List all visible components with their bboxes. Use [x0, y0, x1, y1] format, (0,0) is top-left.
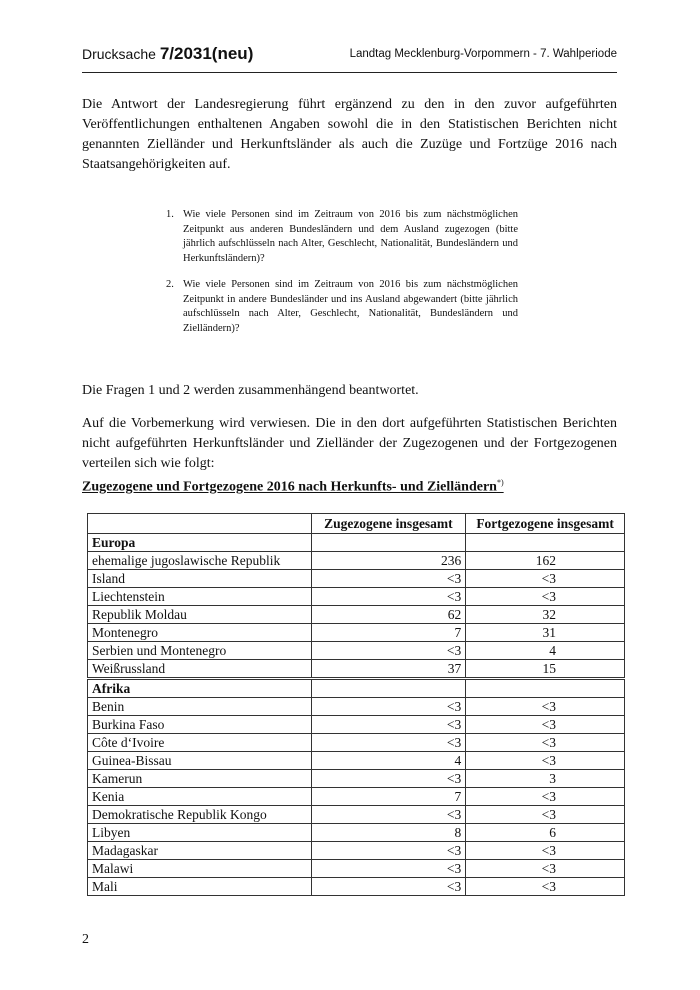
fortgezogene-cell: <3 — [466, 752, 625, 770]
country-cell: Serbien und Montenegro — [88, 642, 312, 660]
table-row — [88, 716, 625, 734]
table-row — [88, 660, 625, 679]
country-cell: Malawi — [88, 860, 312, 878]
answer-paragraph-1: Die Fragen 1 und 2 werden zusammenhängend beantwortet. — [82, 383, 419, 398]
zugezogene-cell: <3 — [311, 698, 466, 716]
fortgezogene-cell: <3 — [466, 842, 625, 860]
zugezogene-cell: 8 — [311, 824, 466, 842]
zugezogene-cell: <3 — [311, 806, 466, 824]
region-empty-cell — [311, 534, 466, 552]
table-body — [88, 534, 625, 896]
question-item — [166, 208, 518, 266]
country-cell: Kamerun — [88, 770, 312, 788]
migration-table — [87, 513, 625, 896]
table-row — [88, 698, 625, 716]
region-name: Europa — [88, 534, 312, 552]
zugezogene-cell: <3 — [311, 878, 466, 896]
page-number: 2 — [82, 932, 89, 947]
country-cell: Burkina Faso — [88, 716, 312, 734]
fortgezogene-cell: 32 — [466, 606, 625, 624]
question-list — [166, 208, 518, 348]
fortgezogene-cell: 4 — [466, 642, 625, 660]
country-cell: Benin — [88, 698, 312, 716]
country-cell: Weißrussland — [88, 660, 312, 679]
table-row — [88, 588, 625, 606]
country-cell: Guinea-Bissau — [88, 752, 312, 770]
fortgezogene-cell: 3 — [466, 770, 625, 788]
zugezogene-cell: <3 — [311, 734, 466, 752]
table-row — [88, 624, 625, 642]
country-cell: Côte d‘Ivoire — [88, 734, 312, 752]
table-row — [88, 734, 625, 752]
country-cell: Liechtenstein — [88, 588, 312, 606]
table-row — [88, 860, 625, 878]
page-header — [82, 44, 617, 73]
fortgezogene-cell: <3 — [466, 734, 625, 752]
fortgezogene-cell: <3 — [466, 806, 625, 824]
table-row — [88, 552, 625, 570]
zugezogene-cell: 37 — [311, 660, 466, 679]
zugezogene-cell: 7 — [311, 788, 466, 806]
table-row — [88, 842, 625, 860]
question-text: Wie viele Personen sind im Zeitraum von 2016 bis zum nächstmöglichen Zeitpunkt in andere Bundesländer und ins Ausland abgewandert (bitte jährlich aufschlüsseln nach Alter, Geschlecht, Nationalität, Bundesländern und Zielländern)? — [183, 279, 518, 334]
fortgezogene-cell: 6 — [466, 824, 625, 842]
table-row — [88, 878, 625, 896]
region-row-afrika — [88, 679, 625, 698]
fortgezogene-cell: <3 — [466, 570, 625, 588]
fortgezogene-cell: 31 — [466, 624, 625, 642]
header-cell-fortgezogene: Fortgezogene insgesamt — [466, 514, 625, 534]
zugezogene-cell: 7 — [311, 624, 466, 642]
table-row — [88, 606, 625, 624]
zugezogene-cell: <3 — [311, 588, 466, 606]
zugezogene-cell: <3 — [311, 716, 466, 734]
zugezogene-cell: <3 — [311, 642, 466, 660]
fortgezogene-cell: <3 — [466, 788, 625, 806]
country-cell: Mali — [88, 878, 312, 896]
zugezogene-cell: <3 — [311, 842, 466, 860]
question-text: Wie viele Personen sind im Zeitraum von 2016 bis zum nächstmöglichen Zeitpunkt aus anderen Bundesländern und dem Ausland zugezogen (bitte jährlich aufschlüsseln nach Alter, Geschlecht, Nationalität, Bundesländern und Herkunftsländern)? — [183, 209, 518, 264]
footnote-mark: *) — [496, 478, 504, 487]
parliament-label: Landtag Mecklenburg-Vorpommern - 7. Wahlperiode — [349, 48, 617, 60]
table-row — [88, 824, 625, 842]
country-cell: Madagaskar — [88, 842, 312, 860]
region-empty-cell — [466, 679, 625, 698]
region-row-europa — [88, 534, 625, 552]
fortgezogene-cell: <3 — [466, 860, 625, 878]
region-name: Afrika — [88, 679, 312, 698]
region-empty-cell — [466, 534, 625, 552]
table-row — [88, 752, 625, 770]
country-cell: ehemalige jugoslawische Republik — [88, 552, 312, 570]
document-prefix: Drucksache — [82, 46, 160, 62]
table-row — [88, 788, 625, 806]
table-title-text: Zugezogene und Fortgezogene 2016 nach Herkunfts- und Zielländern — [82, 479, 497, 495]
document-number-value: 7/2031(neu) — [159, 44, 254, 63]
country-cell: Island — [88, 570, 312, 588]
table-row — [88, 806, 625, 824]
table-row — [88, 770, 625, 788]
fortgezogene-cell: <3 — [466, 716, 625, 734]
country-cell: Libyen — [88, 824, 312, 842]
country-cell: Demokratische Republik Kongo — [88, 806, 312, 824]
table-title — [82, 478, 504, 496]
question-item — [166, 278, 518, 336]
document-number — [82, 44, 253, 64]
zugezogene-cell: 4 — [311, 752, 466, 770]
zugezogene-cell: 236 — [311, 552, 466, 570]
zugezogene-cell: <3 — [311, 860, 466, 878]
region-empty-cell — [311, 679, 466, 698]
zugezogene-cell: <3 — [311, 570, 466, 588]
header-cell-zugezogene: Zugezogene insgesamt — [311, 514, 466, 534]
intro-paragraph: Die Antwort der Landesregierung führt ergänzend zu den in den zuvor aufgeführten Veröffentlichungen enthaltenen Angaben sowohl die in den Statistischen Berichten nicht genannten Zielländer und Herkunftsländer als auch die Zuzüge und Fortzüge 2016 nach Staatsangehörigkeiten auf. — [82, 97, 617, 172]
header-cell-empty — [88, 514, 312, 534]
country-cell: Montenegro — [88, 624, 312, 642]
table-row — [88, 570, 625, 588]
fortgezogene-cell: <3 — [466, 588, 625, 606]
country-cell: Republik Moldau — [88, 606, 312, 624]
zugezogene-cell: 62 — [311, 606, 466, 624]
fortgezogene-cell: <3 — [466, 878, 625, 896]
question-number: 1. — [166, 209, 174, 220]
table-row — [88, 642, 625, 660]
fortgezogene-cell: 162 — [466, 552, 625, 570]
fortgezogene-cell: <3 — [466, 698, 625, 716]
country-cell: Kenia — [88, 788, 312, 806]
answer-paragraph-2: Auf die Vorbemerkung wird verwiesen. Die in den dort aufgeführten Statistischen Berichten nicht aufgeführten Herkunftsländer und Zielländer der Zugezogenen und der Fortgezogenen verteilen sich wie folgt: — [82, 416, 617, 471]
zugezogene-cell: <3 — [311, 770, 466, 788]
fortgezogene-cell: 15 — [466, 660, 625, 679]
question-number: 2. — [166, 279, 174, 290]
table-header-row — [88, 514, 625, 534]
